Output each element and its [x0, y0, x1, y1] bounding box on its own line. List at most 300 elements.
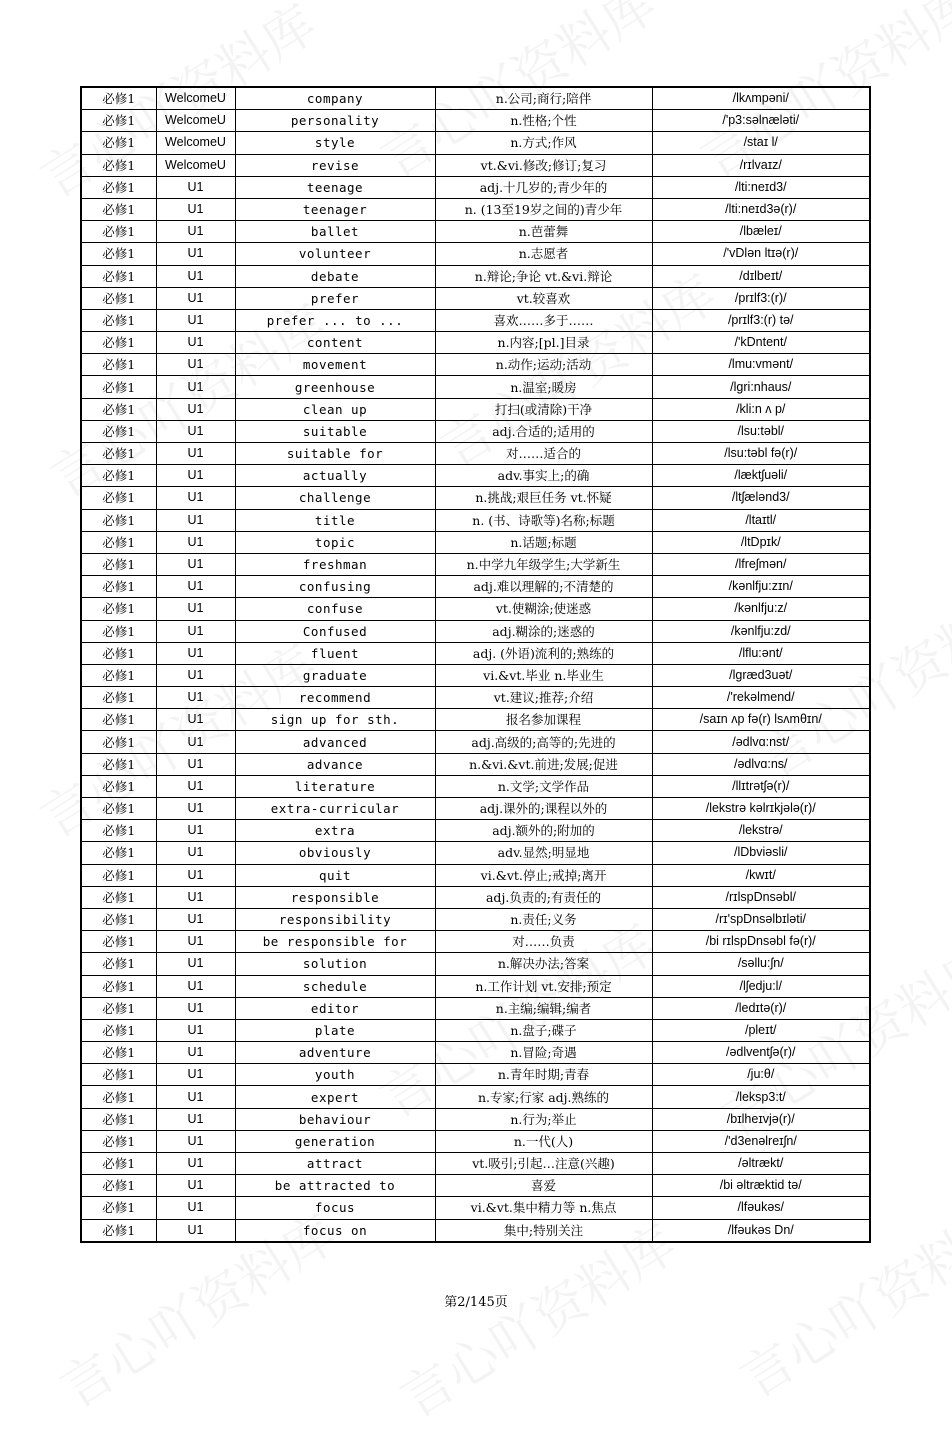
- book-cell: 必修1: [81, 465, 156, 487]
- book-cell: 必修1: [81, 1153, 156, 1175]
- meaning-cell: 对……适合的: [435, 443, 652, 465]
- unit-cell: U1: [156, 176, 235, 198]
- word-cell: prefer ... to ...: [235, 309, 435, 331]
- unit-cell: U1: [156, 221, 235, 243]
- phonetic-cell: /ədlventʃə(r)/: [652, 1042, 870, 1064]
- table-row: [81, 864, 870, 886]
- phonetic-cell: /llɪtrətʃə(r)/: [652, 775, 870, 797]
- book-cell: 必修1: [81, 997, 156, 1019]
- word-cell: freshman: [235, 553, 435, 575]
- table-row: [81, 975, 870, 997]
- meaning-cell: 喜欢……多于……: [435, 309, 652, 331]
- table-row: [81, 176, 870, 198]
- phonetic-cell: /lekstrə kəlrɪkjələ(r)/: [652, 798, 870, 820]
- unit-cell: U1: [156, 842, 235, 864]
- unit-cell: U1: [156, 620, 235, 642]
- word-cell: confuse: [235, 598, 435, 620]
- word-cell: personality: [235, 110, 435, 132]
- phonetic-cell: /lʃedju:l/: [652, 975, 870, 997]
- page-number: 第2/145页: [444, 1295, 508, 1310]
- meaning-cell: n. (13至19岁之间的)青少年: [435, 198, 652, 220]
- unit-cell: U1: [156, 576, 235, 598]
- phonetic-cell: /kwɪt/: [652, 864, 870, 886]
- meaning-cell: n.一代(人): [435, 1130, 652, 1152]
- word-cell: movement: [235, 354, 435, 376]
- word-cell: responsibility: [235, 908, 435, 930]
- meaning-cell: vi.&vt.集中精力等 n.焦点: [435, 1197, 652, 1219]
- phonetic-cell: /əltrækt/: [652, 1153, 870, 1175]
- meaning-cell: n.中学九年级学生;大学新生: [435, 553, 652, 575]
- phonetic-cell: /lflu:ənt/: [652, 642, 870, 664]
- book-cell: 必修1: [81, 531, 156, 553]
- phonetic-cell: /lti:neɪd3/: [652, 176, 870, 198]
- table-row: [81, 509, 870, 531]
- meaning-cell: n.芭蕾舞: [435, 221, 652, 243]
- unit-cell: U1: [156, 864, 235, 886]
- word-cell: clean up: [235, 398, 435, 420]
- unit-cell: U1: [156, 287, 235, 309]
- phonetic-cell: /lkʌmpəni/: [652, 87, 870, 110]
- phonetic-cell: /lsu:təbl fə(r)/: [652, 443, 870, 465]
- unit-cell: U1: [156, 798, 235, 820]
- phonetic-cell: /ədlvɑ:nst/: [652, 731, 870, 753]
- book-cell: 必修1: [81, 420, 156, 442]
- phonetic-cell: /lgræd3uət/: [652, 664, 870, 686]
- unit-cell: WelcomeU: [156, 110, 235, 132]
- meaning-cell: vt.使糊涂;使迷惑: [435, 598, 652, 620]
- word-cell: greenhouse: [235, 376, 435, 398]
- meaning-cell: n.主编;编辑;编者: [435, 997, 652, 1019]
- phonetic-cell: /lti:neɪd3ə(r)/: [652, 198, 870, 220]
- book-cell: 必修1: [81, 864, 156, 886]
- book-cell: 必修1: [81, 953, 156, 975]
- phonetic-cell: /dɪlbeɪt/: [652, 265, 870, 287]
- meaning-cell: n.青年时期;青春: [435, 1064, 652, 1086]
- table-row: [81, 465, 870, 487]
- unit-cell: U1: [156, 443, 235, 465]
- unit-cell: U1: [156, 709, 235, 731]
- word-cell: focus on: [235, 1219, 435, 1242]
- word-cell: topic: [235, 531, 435, 553]
- unit-cell: WelcomeU: [156, 154, 235, 176]
- table-row: [81, 1197, 870, 1219]
- meaning-cell: vi.&vt.停止;戒掉;离开: [435, 864, 652, 886]
- meaning-cell: adj.合适的;适用的: [435, 420, 652, 442]
- word-cell: title: [235, 509, 435, 531]
- book-cell: 必修1: [81, 709, 156, 731]
- phonetic-cell: /ledɪtə(r)/: [652, 997, 870, 1019]
- book-cell: 必修1: [81, 908, 156, 930]
- book-cell: 必修1: [81, 487, 156, 509]
- book-cell: 必修1: [81, 642, 156, 664]
- phonetic-cell: /lfəukəs/: [652, 1197, 870, 1219]
- meaning-cell: adj.难以理解的;不清楚的: [435, 576, 652, 598]
- table-row: [81, 1086, 870, 1108]
- phonetic-cell: /səllu:ʃn/: [652, 953, 870, 975]
- unit-cell: U1: [156, 731, 235, 753]
- word-cell: actually: [235, 465, 435, 487]
- word-cell: be attracted to: [235, 1175, 435, 1197]
- book-cell: 必修1: [81, 1197, 156, 1219]
- meaning-cell: adj.负责的;有责任的: [435, 886, 652, 908]
- meaning-cell: n.盘子;碟子: [435, 1019, 652, 1041]
- meaning-cell: n.工作计划 vt.安排;预定: [435, 975, 652, 997]
- word-cell: quit: [235, 864, 435, 886]
- meaning-cell: n.动作;运动;活动: [435, 354, 652, 376]
- word-cell: literature: [235, 775, 435, 797]
- unit-cell: U1: [156, 531, 235, 553]
- word-cell: expert: [235, 1086, 435, 1108]
- word-cell: content: [235, 332, 435, 354]
- meaning-cell: adj.额外的;附加的: [435, 820, 652, 842]
- phonetic-cell: /lfəukəs Dn/: [652, 1219, 870, 1242]
- meaning-cell: adv.事实上;的确: [435, 465, 652, 487]
- book-cell: 必修1: [81, 354, 156, 376]
- meaning-cell: n.性格;个性: [435, 110, 652, 132]
- table-row: [81, 332, 870, 354]
- meaning-cell: adj.课外的;课程以外的: [435, 798, 652, 820]
- book-cell: 必修1: [81, 1042, 156, 1064]
- phonetic-cell: /rɪlvaɪz/: [652, 154, 870, 176]
- word-cell: schedule: [235, 975, 435, 997]
- table-row: [81, 997, 870, 1019]
- phonetic-cell: /lbæleɪ/: [652, 221, 870, 243]
- table-row: [81, 731, 870, 753]
- meaning-cell: vt.&vi.修改;修订;复习: [435, 154, 652, 176]
- book-cell: 必修1: [81, 687, 156, 709]
- meaning-cell: vt.建议;推荐;介绍: [435, 687, 652, 709]
- meaning-cell: n.内容;[pl.]目录: [435, 332, 652, 354]
- table-row: [81, 443, 870, 465]
- phonetic-cell: /'vDlən ltɪə(r)/: [652, 243, 870, 265]
- phonetic-cell: /ltaɪtl/: [652, 509, 870, 531]
- phonetic-cell: /saɪn ʌp fə(r) lsʌmθɪn/: [652, 709, 870, 731]
- phonetic-cell: /'kDntent/: [652, 332, 870, 354]
- table-row: [81, 398, 870, 420]
- phonetic-cell: /lsu:təbl/: [652, 420, 870, 442]
- word-cell: debate: [235, 265, 435, 287]
- table-row: [81, 931, 870, 953]
- table-row: [81, 132, 870, 154]
- table-row: [81, 1042, 870, 1064]
- phonetic-cell: /'d3enəlreɪʃn/: [652, 1130, 870, 1152]
- word-cell: sign up for sth.: [235, 709, 435, 731]
- unit-cell: U1: [156, 908, 235, 930]
- book-cell: 必修1: [81, 287, 156, 309]
- phonetic-cell: /lmu:vmənt/: [652, 354, 870, 376]
- table-row: [81, 243, 870, 265]
- unit-cell: U1: [156, 1197, 235, 1219]
- word-cell: Confused: [235, 620, 435, 642]
- unit-cell: U1: [156, 243, 235, 265]
- meaning-cell: adj.高级的;高等的;先进的: [435, 731, 652, 753]
- book-cell: 必修1: [81, 376, 156, 398]
- word-cell: graduate: [235, 664, 435, 686]
- vocabulary-table: [80, 86, 871, 1243]
- book-cell: 必修1: [81, 975, 156, 997]
- meaning-cell: n.温室;暖房: [435, 376, 652, 398]
- unit-cell: U1: [156, 332, 235, 354]
- unit-cell: U1: [156, 953, 235, 975]
- table-row: [81, 221, 870, 243]
- phonetic-cell: /ltDpɪk/: [652, 531, 870, 553]
- book-cell: 必修1: [81, 1175, 156, 1197]
- table-row: [81, 287, 870, 309]
- table-row: [81, 820, 870, 842]
- table-row: [81, 265, 870, 287]
- table-row: [81, 620, 870, 642]
- word-cell: attract: [235, 1153, 435, 1175]
- book-cell: 必修1: [81, 842, 156, 864]
- phonetic-cell: /bi əltræktid tə/: [652, 1175, 870, 1197]
- book-cell: 必修1: [81, 1219, 156, 1242]
- word-cell: prefer: [235, 287, 435, 309]
- meaning-cell: 打扫(或清除)干净: [435, 398, 652, 420]
- unit-cell: U1: [156, 664, 235, 686]
- word-cell: ballet: [235, 221, 435, 243]
- unit-cell: U1: [156, 553, 235, 575]
- book-cell: 必修1: [81, 1108, 156, 1130]
- table-row: [81, 842, 870, 864]
- word-cell: extra: [235, 820, 435, 842]
- word-cell: adventure: [235, 1042, 435, 1064]
- word-cell: suitable for: [235, 443, 435, 465]
- meaning-cell: n.责任;义务: [435, 908, 652, 930]
- phonetic-cell: /lfreʃmən/: [652, 553, 870, 575]
- unit-cell: U1: [156, 309, 235, 331]
- unit-cell: U1: [156, 1130, 235, 1152]
- phonetic-cell: /ədlvɑ:ns/: [652, 753, 870, 775]
- table-row: [81, 1130, 870, 1152]
- unit-cell: U1: [156, 376, 235, 398]
- unit-cell: U1: [156, 1019, 235, 1041]
- word-cell: plate: [235, 1019, 435, 1041]
- unit-cell: U1: [156, 265, 235, 287]
- table-row: [81, 753, 870, 775]
- unit-cell: U1: [156, 997, 235, 1019]
- meaning-cell: n.话题;标题: [435, 531, 652, 553]
- book-cell: 必修1: [81, 1019, 156, 1041]
- unit-cell: U1: [156, 775, 235, 797]
- unit-cell: U1: [156, 1175, 235, 1197]
- unit-cell: U1: [156, 1108, 235, 1130]
- book-cell: 必修1: [81, 221, 156, 243]
- meaning-cell: n.挑战;艰巨任务 vt.怀疑: [435, 487, 652, 509]
- table-row: [81, 908, 870, 930]
- word-cell: challenge: [235, 487, 435, 509]
- meaning-cell: adj.糊涂的;迷惑的: [435, 620, 652, 642]
- word-cell: suitable: [235, 420, 435, 442]
- phonetic-cell: /bɪlheɪvjə(r)/: [652, 1108, 870, 1130]
- book-cell: 必修1: [81, 553, 156, 575]
- book-cell: 必修1: [81, 443, 156, 465]
- book-cell: 必修1: [81, 509, 156, 531]
- table-row: [81, 709, 870, 731]
- unit-cell: U1: [156, 975, 235, 997]
- word-cell: fluent: [235, 642, 435, 664]
- unit-cell: U1: [156, 1064, 235, 1086]
- phonetic-cell: /'p3:səlnæləti/: [652, 110, 870, 132]
- table-row: [81, 553, 870, 575]
- phonetic-cell: /'rekəlmend/: [652, 687, 870, 709]
- table-row: [81, 576, 870, 598]
- phonetic-cell: /prɪlf3:(r) tə/: [652, 309, 870, 331]
- word-cell: teenager: [235, 198, 435, 220]
- unit-cell: U1: [156, 487, 235, 509]
- phonetic-cell: /kənlfju:zɪn/: [652, 576, 870, 598]
- phonetic-cell: /lDbviəsli/: [652, 842, 870, 864]
- meaning-cell: n.志愿者: [435, 243, 652, 265]
- book-cell: 必修1: [81, 87, 156, 110]
- book-cell: 必修1: [81, 620, 156, 642]
- unit-cell: U1: [156, 598, 235, 620]
- unit-cell: U1: [156, 398, 235, 420]
- meaning-cell: n.方式;作风: [435, 132, 652, 154]
- unit-cell: U1: [156, 642, 235, 664]
- meaning-cell: n.文学;文学作品: [435, 775, 652, 797]
- word-cell: solution: [235, 953, 435, 975]
- table-row: [81, 354, 870, 376]
- table-row: [81, 886, 870, 908]
- phonetic-cell: /prɪlf3:(r)/: [652, 287, 870, 309]
- word-cell: extra-curricular: [235, 798, 435, 820]
- word-cell: advance: [235, 753, 435, 775]
- table-row: [81, 1108, 870, 1130]
- meaning-cell: n.行为;举止: [435, 1108, 652, 1130]
- table-row: [81, 198, 870, 220]
- table-row: [81, 687, 870, 709]
- book-cell: 必修1: [81, 886, 156, 908]
- book-cell: 必修1: [81, 154, 156, 176]
- phonetic-cell: /bi rɪlspDnsəbl fə(r)/: [652, 931, 870, 953]
- phonetic-cell: /kli:n ʌ p/: [652, 398, 870, 420]
- book-cell: 必修1: [81, 775, 156, 797]
- word-cell: generation: [235, 1130, 435, 1152]
- meaning-cell: n.公司;商行;陪伴: [435, 87, 652, 110]
- phonetic-cell: /kənlfju:z/: [652, 598, 870, 620]
- word-cell: style: [235, 132, 435, 154]
- phonetic-cell: /rɪlspDnsəbl/: [652, 886, 870, 908]
- unit-cell: U1: [156, 687, 235, 709]
- unit-cell: U1: [156, 820, 235, 842]
- table-row: [81, 1153, 870, 1175]
- unit-cell: U1: [156, 1219, 235, 1242]
- table-row: [81, 664, 870, 686]
- word-cell: teenage: [235, 176, 435, 198]
- word-cell: be responsible for: [235, 931, 435, 953]
- table-row: [81, 110, 870, 132]
- book-cell: 必修1: [81, 332, 156, 354]
- phonetic-cell: /staɪ l/: [652, 132, 870, 154]
- unit-cell: WelcomeU: [156, 132, 235, 154]
- table-row: [81, 953, 870, 975]
- unit-cell: WelcomeU: [156, 87, 235, 110]
- word-cell: confusing: [235, 576, 435, 598]
- word-cell: company: [235, 87, 435, 110]
- book-cell: 必修1: [81, 132, 156, 154]
- meaning-cell: n.专家;行家 adj.熟练的: [435, 1086, 652, 1108]
- unit-cell: U1: [156, 509, 235, 531]
- meaning-cell: n.解决办法;答案: [435, 953, 652, 975]
- meaning-cell: adj.十几岁的;青少年的: [435, 176, 652, 198]
- phonetic-cell: /rɪ'spDnsəlbɪləti/: [652, 908, 870, 930]
- meaning-cell: vi.&vt.毕业 n.毕业生: [435, 664, 652, 686]
- unit-cell: U1: [156, 354, 235, 376]
- table-row: [81, 531, 870, 553]
- unit-cell: U1: [156, 1042, 235, 1064]
- word-cell: obviously: [235, 842, 435, 864]
- word-cell: behaviour: [235, 1108, 435, 1130]
- book-cell: 必修1: [81, 1086, 156, 1108]
- meaning-cell: adj. (外语)流利的;熟练的: [435, 642, 652, 664]
- table-row: [81, 775, 870, 797]
- table-row: [81, 1019, 870, 1041]
- meaning-cell: n.&vi.&vt.前进;发展;促进: [435, 753, 652, 775]
- phonetic-cell: /leksp3:t/: [652, 1086, 870, 1108]
- table-row: [81, 154, 870, 176]
- meaning-cell: 集中;特别关注: [435, 1219, 652, 1242]
- unit-cell: U1: [156, 465, 235, 487]
- meaning-cell: 喜爱: [435, 1175, 652, 1197]
- book-cell: 必修1: [81, 731, 156, 753]
- unit-cell: U1: [156, 420, 235, 442]
- book-cell: 必修1: [81, 110, 156, 132]
- meaning-cell: vt.吸引;引起…注意(兴趣): [435, 1153, 652, 1175]
- word-cell: editor: [235, 997, 435, 1019]
- book-cell: 必修1: [81, 265, 156, 287]
- book-cell: 必修1: [81, 398, 156, 420]
- table-row: [81, 1219, 870, 1242]
- book-cell: 必修1: [81, 1130, 156, 1152]
- book-cell: 必修1: [81, 243, 156, 265]
- book-cell: 必修1: [81, 820, 156, 842]
- meaning-cell: 对……负责: [435, 931, 652, 953]
- phonetic-cell: /ju:θ/: [652, 1064, 870, 1086]
- book-cell: 必修1: [81, 798, 156, 820]
- word-cell: youth: [235, 1064, 435, 1086]
- table-row: [81, 487, 870, 509]
- meaning-cell: n. (书、诗歌等)名称;标题: [435, 509, 652, 531]
- book-cell: 必修1: [81, 664, 156, 686]
- table-row: [81, 420, 870, 442]
- word-cell: responsible: [235, 886, 435, 908]
- phonetic-cell: /læktʃuəli/: [652, 465, 870, 487]
- word-cell: revise: [235, 154, 435, 176]
- book-cell: 必修1: [81, 176, 156, 198]
- vocabulary-table-body: [81, 87, 870, 1242]
- table-row: [81, 798, 870, 820]
- phonetic-cell: /kənlfju:zd/: [652, 620, 870, 642]
- table-row: [81, 87, 870, 110]
- meaning-cell: 报名参加课程: [435, 709, 652, 731]
- book-cell: 必修1: [81, 309, 156, 331]
- unit-cell: U1: [156, 1153, 235, 1175]
- unit-cell: U1: [156, 931, 235, 953]
- unit-cell: U1: [156, 198, 235, 220]
- book-cell: 必修1: [81, 198, 156, 220]
- table-row: [81, 309, 870, 331]
- book-cell: 必修1: [81, 598, 156, 620]
- phonetic-cell: /lekstrə/: [652, 820, 870, 842]
- meaning-cell: vt.较喜欢: [435, 287, 652, 309]
- unit-cell: U1: [156, 753, 235, 775]
- book-cell: 必修1: [81, 576, 156, 598]
- table-row: [81, 1064, 870, 1086]
- table-row: [81, 642, 870, 664]
- table-row: [81, 376, 870, 398]
- table-row: [81, 598, 870, 620]
- meaning-cell: adv.显然;明显地: [435, 842, 652, 864]
